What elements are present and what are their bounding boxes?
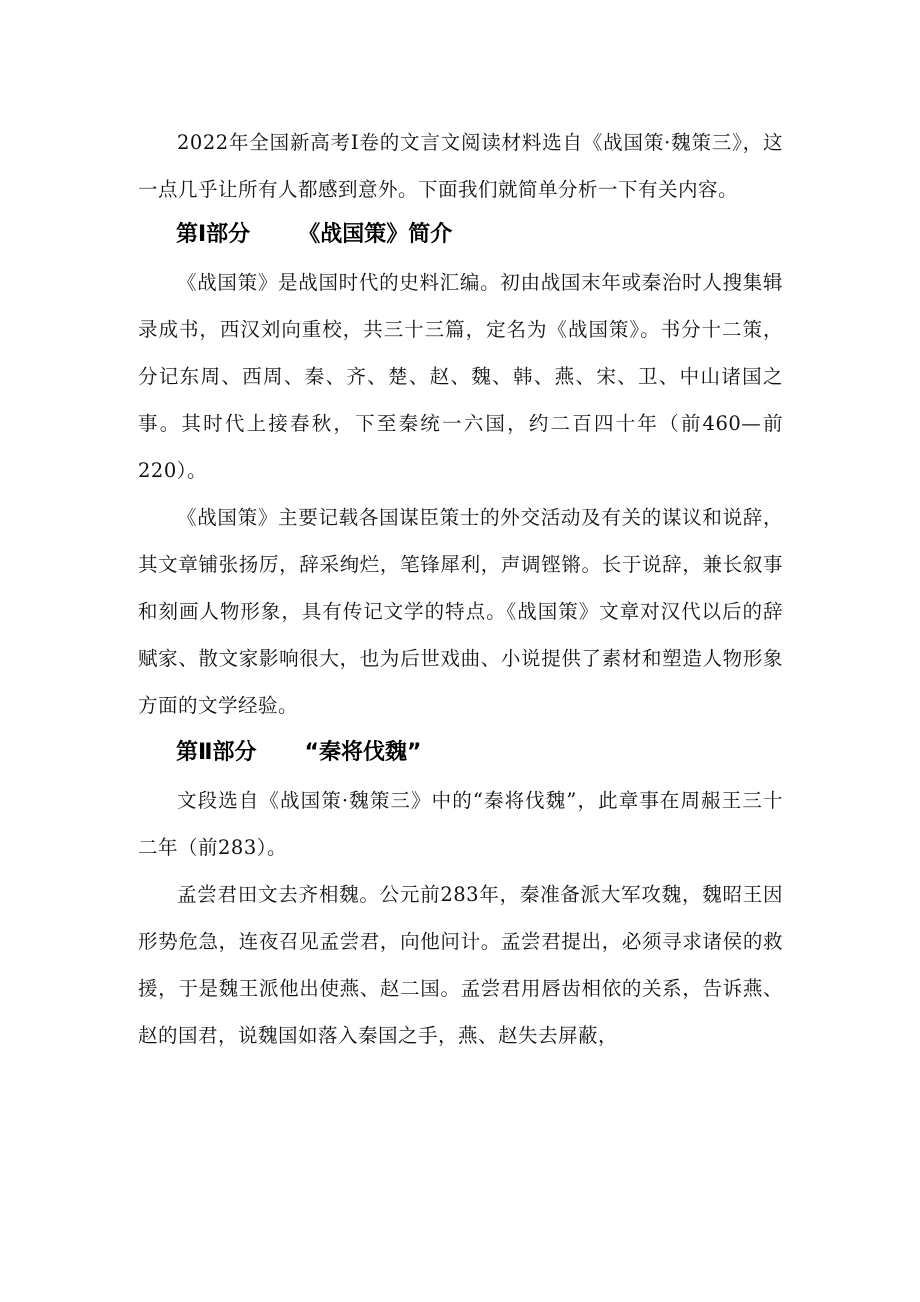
section-2-heading [138,727,783,779]
section-1-title: 《战国策》简介 [298,222,453,247]
section-2-paragraph-2: 孟尝君田文去齐相魏。公元前283年，秦准备派大军攻魏，魏昭王因形势危急，连夜召见孟尝君，向他问计。孟尝君提出，必须寻求诸侯的救援，于是魏王派他出使燕、赵二国。孟尝君用唇齿相依的关系，告诉燕、赵的国君，说魏国如落入秦国之手，燕、赵失去屏蔽， [138,883,783,1047]
intro-paragraph: 2022年全国新高考Ⅰ卷的文言文阅读材料选自《战国策·魏策三》，这一点几乎让所有人都感到意外。下面我们就简单分析一下有关内容。 [138,131,783,201]
section-1-label: 第Ⅰ部分 [176,222,251,247]
section-2-title: “秦将伐魏” [304,740,422,765]
section-2-paragraph-1: 文段选自《战国策·魏策三》中的“秦将伐魏”，此章事在周赧王三十二年（前283）。 [138,789,783,859]
section-1-paragraph-2: 《战国策》主要记载各国谋臣策士的外交活动及有关的谋议和说辞，其文章铺张扬厉，辞采绚烂，笔锋犀利，声调铿锵。长于说辞，兼长叙事和刻画人物形象，具有传记文学的特点。《战国策》文章对汉代以后的辞赋家、散文家影响很大，也为后世戏曲、小说提供了素材和塑造人物形象方面的文学经验。 [138,506,783,717]
section-1-heading [138,209,783,261]
section-1-paragraph-1: 《战国策》是战国时代的史料汇编。初由战国末年或秦治时人搜集辑录成书，西汉刘向重校，共三十三篇，定名为《战国策》。书分十二策，分记东周、西周、秦、齐、楚、赵、魏、韩、燕、宋、卫、中山诸国之事。其时代上接春秋，下至秦统一六国，约二百四十年（前460—前220）。 [138,271,783,482]
document-body [138,119,783,1059]
section-2-label: 第Ⅱ部分 [176,740,257,765]
